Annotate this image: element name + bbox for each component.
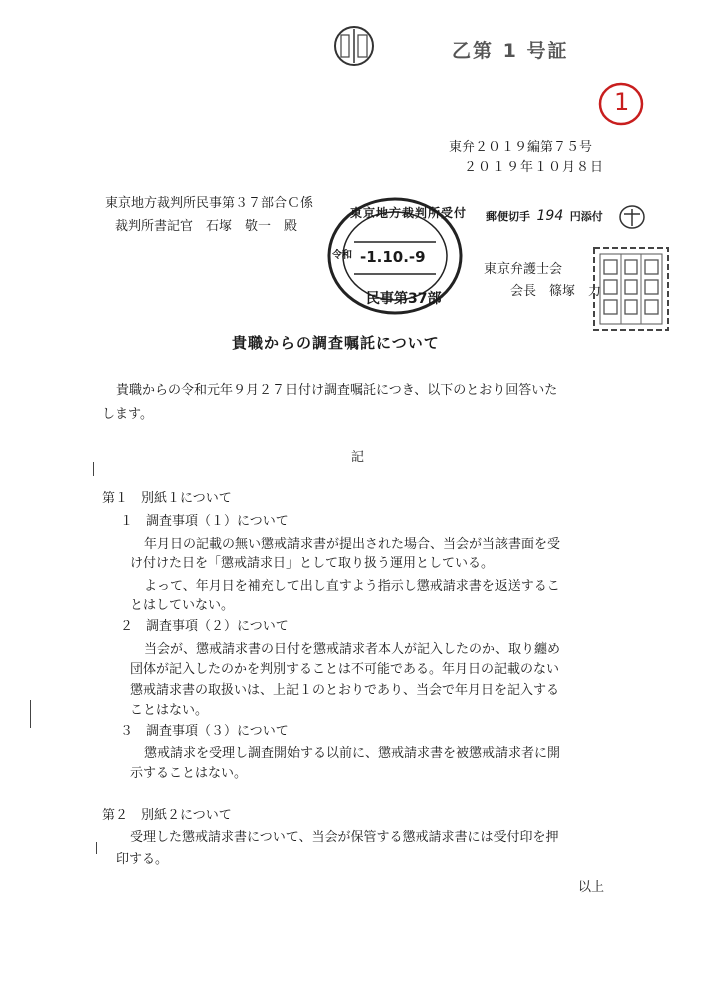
postage-amount: 194 — [536, 208, 564, 224]
item-2-line: 懲戒請求書の取扱いは、上記１のとおりであり、当会で年月日を記入する — [130, 683, 560, 698]
postage-unit: 円添付 — [569, 210, 603, 223]
court-stamp-top: 東京地方裁判所受付 — [350, 206, 468, 220]
recipient-person: 裁判所書記官 石塚 敬一 殿 — [115, 219, 298, 234]
court-stamp-bottom: 民事第37部 — [366, 291, 442, 307]
section-1-heading: 第１ 別紙１について — [102, 491, 232, 506]
recipient-office: 東京地方裁判所民事第３７部合Ｃ係 — [105, 196, 314, 211]
ki-heading: 記 — [351, 450, 365, 465]
item-3-line: 示することはない。 — [130, 766, 248, 781]
item-2-line: 団体が記入したのかを判別することは不可能である。年月日の記載のない — [130, 662, 560, 677]
exhibit-label: 乙第 1 号証 — [452, 40, 569, 62]
circled-number: 1 — [614, 88, 630, 116]
scan-mark — [93, 462, 94, 476]
item-2-heading: ２ 調査事項（２）について — [120, 619, 289, 634]
item-1-line: とはしていない。 — [130, 598, 235, 613]
item-1-heading: １ 調査事項（１）について — [120, 514, 289, 529]
court-stamp-era: 令和 — [332, 250, 352, 261]
item-3-heading: ３ 調査事項（３）について — [120, 724, 289, 739]
section-2-line: 印する。 — [116, 852, 169, 867]
postage-label: 郵便切手 — [486, 210, 530, 223]
item-1-line: よって、年月日を補充して出し直すよう指示し懲戒請求書を返送するこ — [144, 579, 560, 594]
reference-number: 東弁２０１９編第７５号 — [449, 140, 593, 155]
item-3-line: 懲戒請求を受理し調査開始する以前に、懲戒請求書を被懲戒請求者に開 — [144, 746, 561, 761]
item-1-line: け付けた日を「懲戒請求日」として取り扱う運用としている。 — [130, 556, 495, 571]
section-2-line: 受理した懲戒請求書について、当会が保管する懲戒請求書には受付印を押 — [130, 830, 559, 845]
postage-seal — [618, 204, 646, 230]
circled-number-mark — [596, 80, 646, 128]
intro-line-1: 貴職からの令和元年９月２７日付け調査嘱託につき、以下のとおり回答いた — [116, 383, 558, 398]
scan-mark — [30, 700, 31, 728]
bar-association-seal — [592, 246, 670, 332]
intro-line-2: します。 — [102, 407, 153, 422]
item-1-line: 年月日の記載の無い懲戒請求書が提出された場合、当会が当該書面を受 — [144, 537, 561, 552]
scan-mark — [96, 842, 97, 854]
item-2-line: 当会が、懲戒請求書の日付を懲戒請求者本人が記入したのか、取り纏め — [144, 642, 561, 657]
sender-head: 会長 篠塚 力 — [510, 284, 602, 299]
section-2-heading: 第２ 別紙２について — [102, 808, 232, 823]
top-seal-stamp — [332, 24, 376, 68]
closing-mark: 以上 — [578, 880, 605, 895]
court-stamp-date: -1.10.-9 — [360, 248, 426, 266]
item-2-line: ことはない。 — [130, 703, 209, 718]
sender-org: 東京弁護士会 — [484, 262, 563, 277]
postage-line — [486, 208, 603, 224]
document-title: 貴職からの調査嘱託について — [232, 334, 440, 352]
document-date: ２０１９年１０月８日 — [464, 160, 605, 175]
court-reception-stamp — [326, 196, 468, 316]
